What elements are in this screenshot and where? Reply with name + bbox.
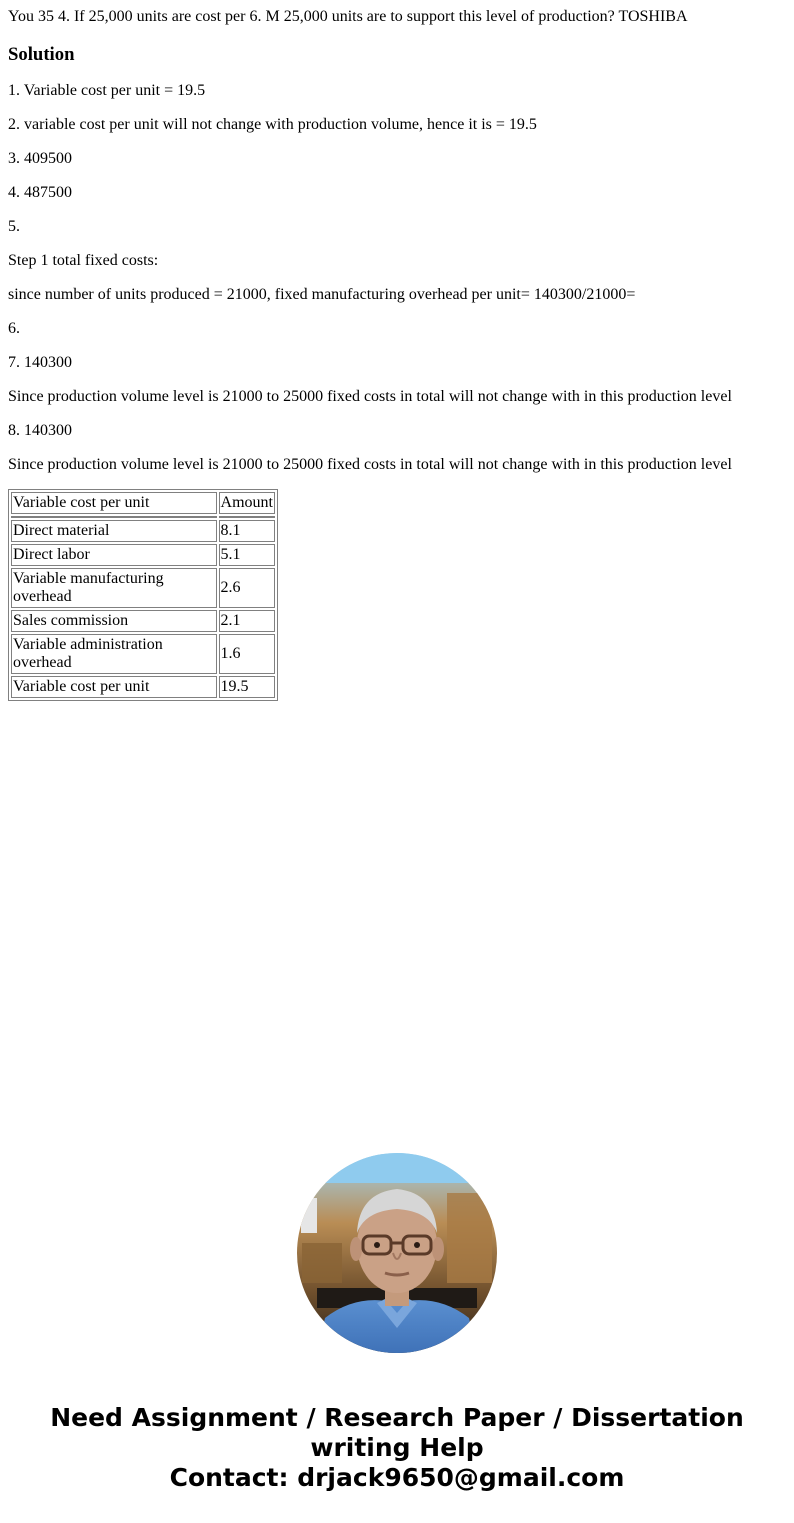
variable-cost-table — [8, 489, 278, 701]
table-row — [11, 568, 275, 608]
answer-line: 5. — [8, 218, 20, 235]
promo-text — [0, 1403, 794, 1493]
table-cell-amount: 2.6 — [219, 568, 275, 608]
question-text: You 35 4. If 25,000 units are cost per 6. M 25,000 units are to support this level of production? TOSHIBA — [8, 8, 688, 25]
table-cell-label: Direct labor — [11, 544, 217, 566]
table-cell-amount: 19.5 — [219, 676, 275, 698]
promo-contact: Contact: drjack9650@gmail.com — [169, 1463, 625, 1492]
answer-line: 7. 140300 — [8, 354, 72, 371]
table-cell-label: Variable administration overhead — [11, 634, 217, 674]
answer-line: 6. — [8, 320, 20, 337]
avatar-portrait-image — [297, 1153, 497, 1353]
answer-line: 8. 140300 — [8, 422, 72, 439]
answer-line: 3. 409500 — [8, 150, 72, 167]
avatar — [297, 1153, 497, 1353]
promo-section — [0, 1153, 794, 1493]
table-cell-amount: 5.1 — [219, 544, 275, 566]
answer-line: Since production volume level is 21000 to 25000 fixed costs in total will not change with in this production level — [8, 388, 732, 405]
table-header-row — [11, 492, 275, 514]
table-cell-amount: 8.1 — [219, 520, 275, 542]
table-header-cell: Amount — [219, 492, 275, 514]
promo-line: Need Assignment / Research Paper / Dissertation — [50, 1403, 744, 1432]
table-spacer-cell — [11, 516, 217, 518]
answer-list — [8, 81, 786, 475]
answer-line: Since production volume level is 21000 to 25000 fixed costs in total will not change with in this production level — [8, 456, 732, 473]
table-cell-label: Direct material — [11, 520, 217, 542]
promo-line: writing Help — [310, 1433, 484, 1462]
table-row — [11, 634, 275, 674]
table-cell-label: Sales commission — [11, 610, 217, 632]
table-row — [11, 520, 275, 542]
table-cell-amount: 2.1 — [219, 610, 275, 632]
table-spacer-row — [11, 516, 275, 518]
answer-line: 2. variable cost per unit will not change with production volume, hence it is = 19.5 — [8, 116, 537, 133]
table-cell-label: Variable cost per unit — [11, 676, 217, 698]
table-row — [11, 610, 275, 632]
table-spacer-cell — [219, 516, 275, 518]
answer-line: since number of units produced = 21000, fixed manufacturing overhead per unit= 140300/21000= — [8, 286, 636, 303]
document-body — [8, 0, 786, 701]
table-cell-label: Variable manufacturing overhead — [11, 568, 217, 608]
answer-line: 1. Variable cost per unit = 19.5 — [8, 82, 206, 99]
table-header-cell: Variable cost per unit — [11, 492, 217, 514]
table-row — [11, 676, 275, 698]
solution-heading: Solution — [8, 44, 75, 65]
table-row — [11, 544, 275, 566]
answer-line: 4. 487500 — [8, 184, 72, 201]
table-cell-amount: 1.6 — [219, 634, 275, 674]
answer-line: Step 1 total fixed costs: — [8, 252, 159, 269]
